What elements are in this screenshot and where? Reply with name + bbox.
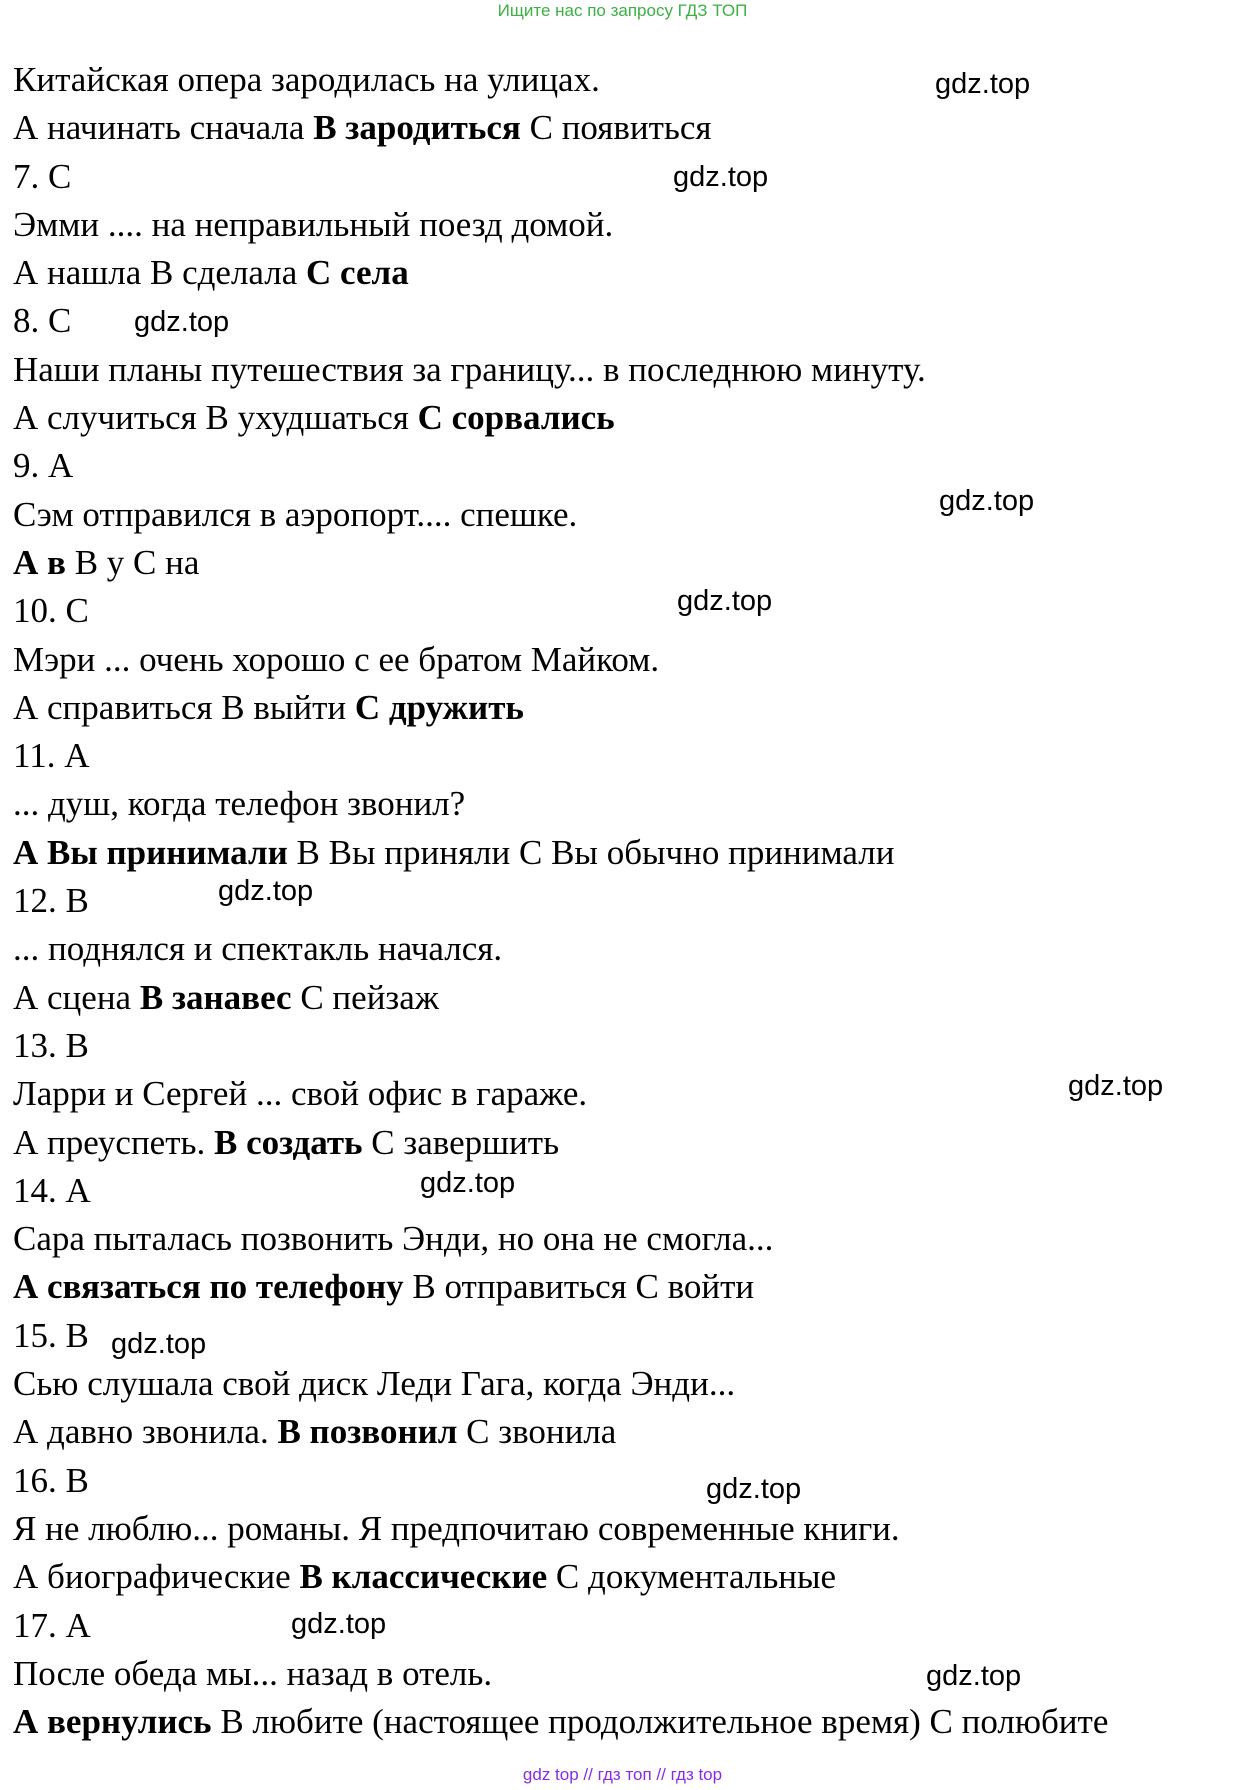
text-segment: 11. А [13, 736, 90, 776]
text-segment: Сара пыталась позвонить Энди, но она не смогла... [13, 1219, 774, 1259]
text-line [13, 539, 1243, 587]
text-segment: А преуспеть. [13, 1122, 214, 1162]
footer-links[interactable]: gdz top // гдз топ // гдз top [522, 1765, 723, 1784]
text-segment: 13. В [13, 1025, 89, 1065]
text-segment: ... поднялся и спектакль начался. [13, 929, 503, 969]
text-segment: 14. А [13, 1170, 91, 1210]
text-line [13, 346, 1243, 394]
watermark: gdz.top [926, 1660, 1022, 1692]
text-line [13, 1505, 1243, 1553]
text-line [13, 587, 1243, 635]
correct-answer: В зародиться [313, 108, 521, 148]
watermark: gdz.top [291, 1608, 387, 1640]
text-segment: А случиться В ухудшаться [13, 398, 418, 438]
text-line [13, 104, 1243, 152]
text-line [13, 56, 1243, 104]
text-segment: А нашла В сделала [13, 253, 307, 293]
text-segment: Мэри ... очень хорошо с ее братом Майком. [13, 639, 660, 679]
text-segment: После обеда мы... назад в отель. [13, 1653, 493, 1693]
text-line [13, 1215, 1243, 1263]
text-segment: С документальные [547, 1557, 837, 1597]
text-segment: Наши планы путешествия за границу... в последнюю минуту. [13, 349, 926, 389]
text-segment: А биографические [13, 1557, 300, 1597]
text-line [13, 1022, 1243, 1070]
text-segment: 15. В [13, 1315, 89, 1355]
correct-answer: С сорвались [417, 398, 615, 438]
text-line [13, 780, 1243, 828]
text-segment: Ларри и Сергей ... свой офис в гараже. [13, 1074, 588, 1114]
text-segment: 17. А [13, 1605, 91, 1645]
watermark: gdz.top [134, 306, 230, 338]
text-segment: Сэм отправился в аэропорт.... спешке. [13, 494, 578, 534]
text-line [13, 201, 1243, 249]
text-line [13, 636, 1243, 684]
text-line [13, 829, 1243, 877]
text-line [13, 1263, 1243, 1311]
text-line [13, 153, 1243, 201]
text-line [13, 1360, 1243, 1408]
text-segment: В отправиться С войти [403, 1267, 755, 1307]
correct-answer: В занавес [139, 977, 292, 1017]
correct-answer: А Вы принимали [13, 832, 288, 872]
correct-answer: А вернулись [13, 1702, 212, 1742]
watermark: gdz.top [939, 485, 1035, 517]
text-segment: В Вы приняли С Вы обычно принимали [287, 832, 895, 872]
text-line [13, 442, 1243, 490]
text-line [13, 1119, 1243, 1167]
watermark: gdz.top [677, 585, 773, 617]
top-banner[interactable]: Ищите нас по запросу ГДЗ ТОП [497, 1, 748, 20]
watermark: gdz.top [1068, 1070, 1164, 1102]
text-line [13, 249, 1243, 297]
text-segment: Я не люблю... романы. Я предпочитаю современные книги. [13, 1508, 900, 1548]
text-segment: Китайская опера зародилась на улицах. [13, 60, 600, 99]
text-line [13, 1650, 1243, 1698]
text-segment: В любите (настоящее продолжительное время) С полюбите [211, 1702, 1109, 1742]
text-line [13, 1070, 1243, 1118]
text-line [13, 684, 1243, 732]
text-line [13, 1602, 1243, 1650]
text-segment: 16. В [13, 1460, 89, 1500]
correct-answer: В позвонил [277, 1412, 458, 1452]
text-line [13, 1167, 1243, 1215]
text-segment: ... душ, когда телефон звонил? [13, 784, 466, 824]
watermark: gdz.top [935, 68, 1031, 100]
text-segment: 9. А [13, 446, 74, 486]
text-segment: С появиться [520, 108, 712, 148]
watermark: gdz.top [706, 1473, 802, 1505]
text-line [13, 925, 1243, 973]
correct-answer: А в [13, 542, 66, 582]
correct-answer: С дружить [354, 687, 524, 727]
text-segment: 10. С [13, 591, 89, 631]
watermark: gdz.top [111, 1328, 207, 1360]
text-line [13, 1408, 1243, 1456]
text-segment: А справиться В выйти [13, 687, 355, 727]
text-segment: Эмми .... на неправильный поезд домой. [13, 204, 614, 244]
text-line [13, 394, 1243, 442]
text-segment: С звонила [457, 1412, 617, 1452]
text-line [13, 1698, 1243, 1746]
correct-answer: В создать [213, 1122, 363, 1162]
watermark: gdz.top [218, 875, 314, 907]
text-segment: А давно звонила. [13, 1412, 278, 1452]
text-segment: 7. С [13, 156, 72, 196]
correct-answer: А связаться по телефону [13, 1267, 404, 1307]
correct-answer: В классические [299, 1557, 548, 1597]
watermark: gdz.top [673, 161, 769, 193]
watermark: gdz.top [420, 1167, 516, 1199]
text-segment: Сью слушала свой диск Леди Гага, когда Энди... [13, 1364, 736, 1404]
text-line [13, 491, 1243, 539]
text-segment: С пейзаж [291, 977, 439, 1017]
text-line [13, 1553, 1243, 1601]
text-line [13, 1457, 1243, 1505]
text-segment: А сцена [13, 977, 140, 1017]
text-line [13, 974, 1243, 1022]
text-segment: А начинать сначала [13, 108, 314, 148]
correct-answer: С села [306, 253, 409, 293]
text-line [13, 877, 1243, 925]
text-line [13, 732, 1243, 780]
text-segment: В у С на [65, 542, 200, 582]
text-segment: 8. С [13, 301, 72, 341]
text-segment: 12. В [13, 881, 89, 921]
text-segment: С завершить [362, 1122, 560, 1162]
